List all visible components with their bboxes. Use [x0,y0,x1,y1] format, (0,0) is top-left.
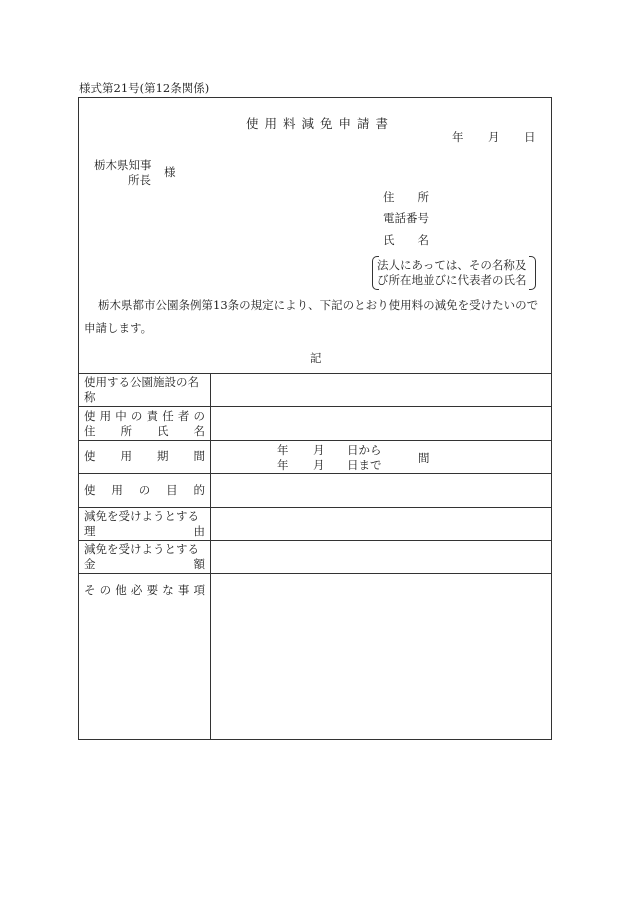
applicant-phone-label: 電話番号 [383,211,429,225]
statement-line2: 申請します。 [84,321,153,335]
char: 事 [177,583,190,597]
char: 氏 [157,424,169,438]
char: な [162,583,174,597]
char: 必 [130,583,143,597]
purpose-label [84,483,205,498]
manager-label [84,409,205,439]
addressee-governor: 栃木県知事 [94,158,152,172]
date-year-label: 年 [452,130,464,144]
row-divider [78,507,552,508]
manager-label-line2 [84,424,205,439]
char: 使 [84,483,96,497]
table-top-border [78,373,552,374]
char: そ [84,583,96,597]
other-label [84,583,205,598]
char: 額 [193,557,205,571]
char: 理 [84,524,96,538]
char: 名 [193,424,205,438]
char: 使 [84,409,96,423]
manager-label-line1 [84,409,205,424]
period-between: 間 [418,451,430,465]
char: 項 [193,583,205,597]
period-to-day: 日まで [347,458,382,472]
char: 任 [162,409,174,423]
char: 金 [84,557,96,571]
char: 用 [99,409,112,423]
char: 住 [84,424,96,438]
document-title: 使用料減免申請書 [245,116,394,131]
char: の [193,409,205,423]
facility-label-line2: 称 [84,390,96,404]
applicant-address-label: 住 所 [383,190,429,204]
addressee-honorific: 様 [164,165,176,179]
char: の [138,483,151,497]
corporate-note [372,256,536,290]
char: 責 [146,409,159,423]
ki-label: 記 [310,351,322,365]
applicant-name-label: 氏 名 [383,233,429,247]
reason-label [84,509,205,539]
char: 期 [157,449,169,463]
row-divider [78,573,552,574]
period-label [84,449,205,464]
column-divider [210,373,211,740]
char: 者 [177,409,190,423]
period-from-month: 月 [313,443,325,457]
char: の [99,583,112,597]
char: 用 [120,449,132,463]
statement-line1: 栃木県都市公園条例第13条の規定により、下記のとおり使用料の減免を受けたいので [98,298,539,312]
char: 由 [193,524,205,538]
reason-label-line1: 減免を受けようとする [84,509,199,523]
row-divider [78,406,552,407]
form-number-caption: 様式第21号(第12条関係) [79,81,210,95]
amount-label-line2 [84,557,205,572]
date-day-label: 日 [524,130,536,144]
char: の [130,409,143,423]
char: 的 [193,483,205,497]
char: 中 [115,409,127,423]
reason-label-line2 [84,524,205,539]
char: 要 [146,583,159,597]
period-from-day: 日から [347,443,382,457]
char: 目 [166,483,178,497]
char: 用 [111,483,123,497]
corporate-note-line2: び所在地並びに代表者の氏名 [377,273,527,287]
char: 所 [120,424,132,438]
right-bracket [529,256,536,290]
period-from-year: 年 [277,443,289,457]
period-to-year: 年 [277,458,289,472]
addressee-office-head: 所長 [128,173,151,187]
amount-label [84,542,205,572]
facility-label-line1: 使用する公園施設の名 [84,375,199,389]
char: 間 [193,449,205,463]
date-month-label: 月 [488,130,500,144]
period-to-month: 月 [313,458,325,472]
corporate-note-line1: 法人にあっては、その名称及 [377,258,527,272]
row-divider [78,473,552,474]
amount-label-line1: 減免を受けようとする [84,542,199,556]
char: 他 [115,583,127,597]
row-divider [78,540,552,541]
facility-label [84,375,205,405]
row-divider [78,440,552,441]
char: 使 [84,449,96,463]
